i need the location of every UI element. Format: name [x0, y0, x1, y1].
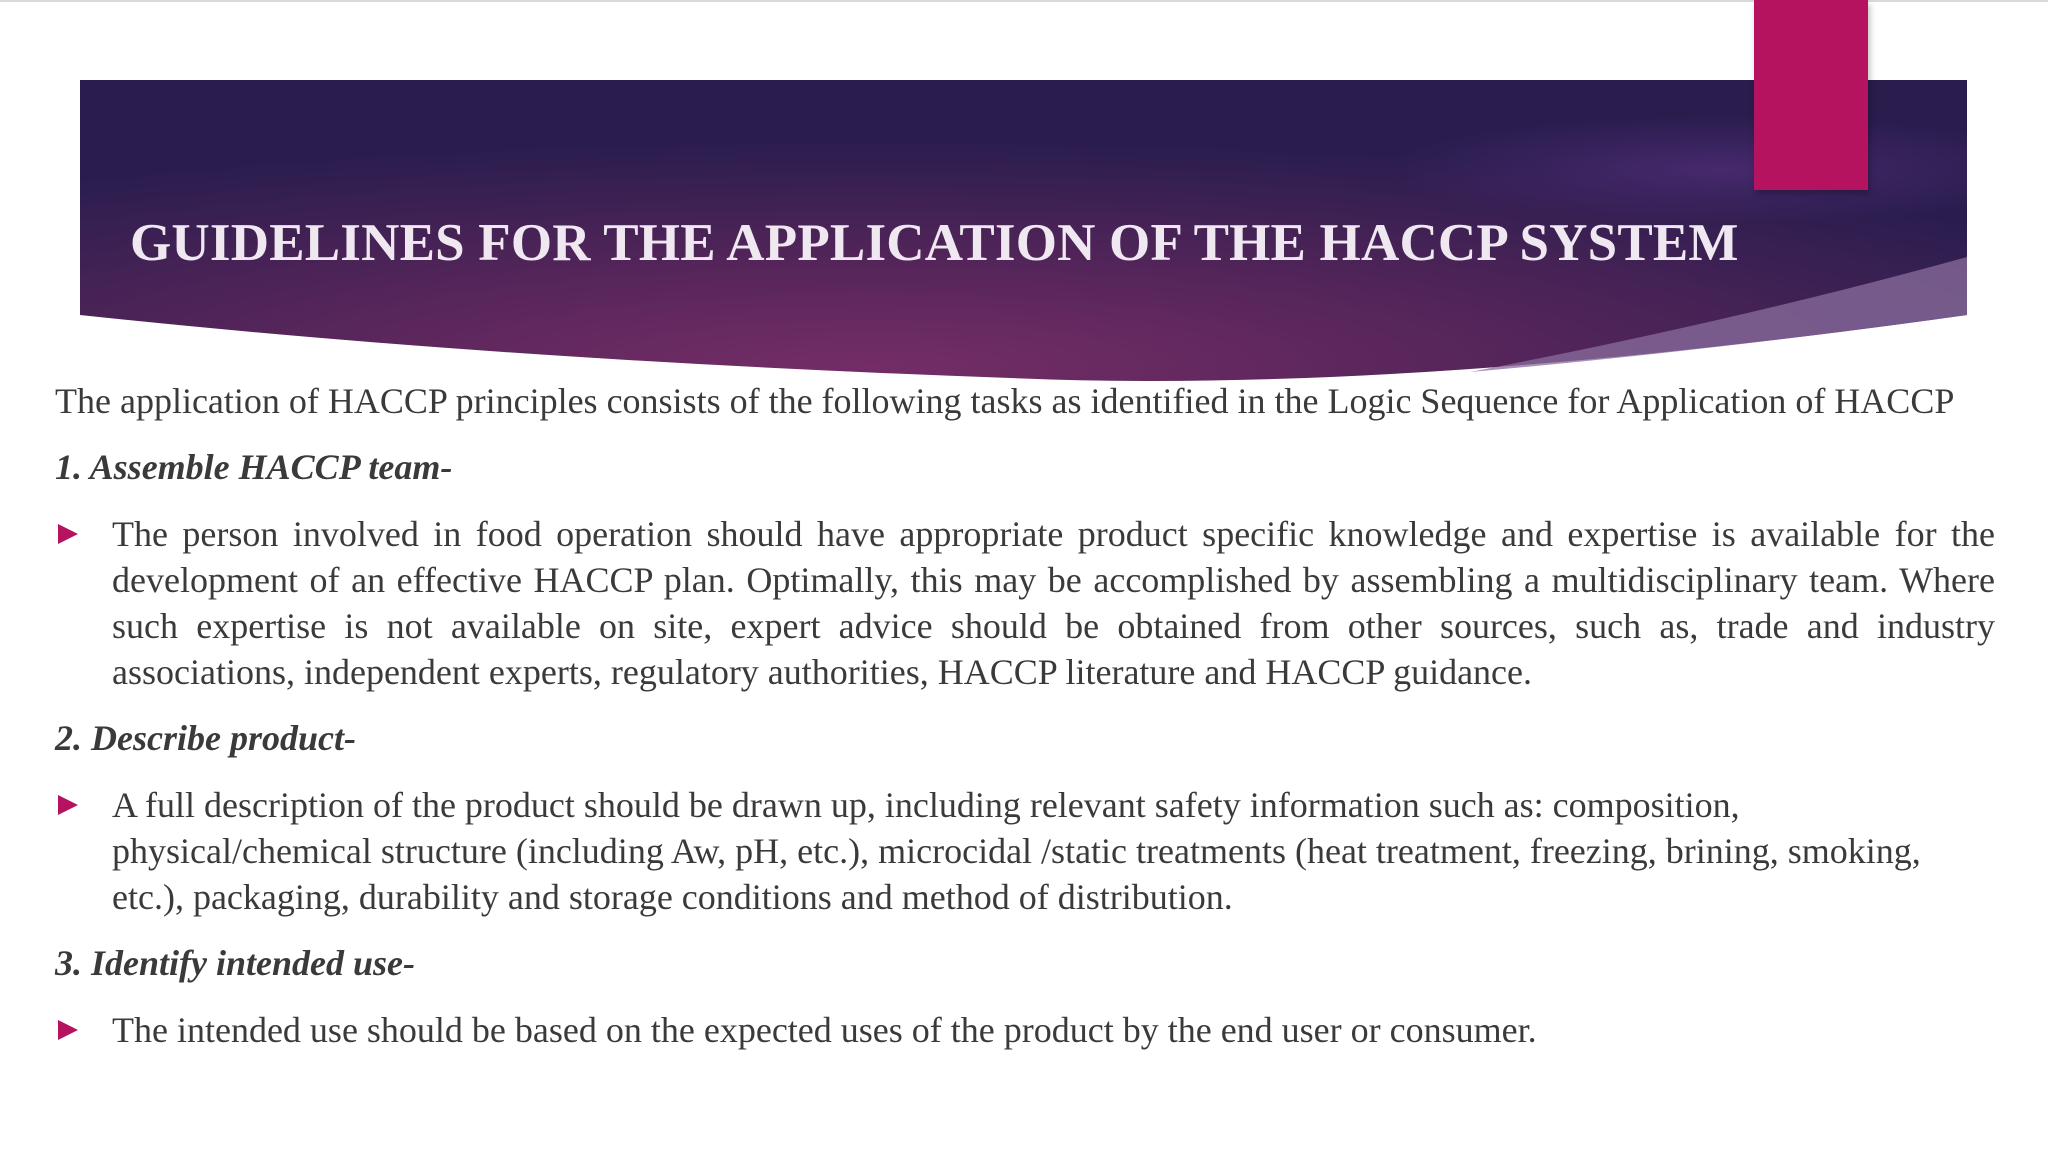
bullet-text: A full description of the product should be drawn up, including relevant safety information such as: composition, physical/chemical structure (including Aw, pH, etc.), microcidal /static treatments (heat treatment, freezing, brining, smoking, etc.), packaging, durability and storage conditions and method of distribution.: [112, 785, 1921, 917]
title-banner: [0, 0, 2048, 400]
section-heading-assemble-team: 1. Assemble HACCP team-: [55, 447, 453, 487]
slide-content: [55, 378, 1995, 1053]
accent-tab: [1754, 0, 1868, 190]
bullet-item-intended-use: [55, 1007, 1995, 1053]
bullet-text: The person involved in food operation should have appropriate product specific knowledge and expertise is available for the development of an effective HACCP plan. Optimally, this may be accomplished by assembling a multidisciplinary team. Where such expertise is not available on site, expert advice should be obtained from other sources, such as, trade and industry associations, independent experts, regulatory authorities, HACCP literature and HACCP guidance.: [112, 514, 1995, 692]
section-heading-describe-product: 2. Describe product-: [55, 718, 356, 758]
bullet-text: The intended use should be based on the expected uses of the product by the end user or consumer.: [112, 1010, 1537, 1050]
triangle-right-icon: [58, 524, 78, 544]
bullet-item-assemble-team: [55, 511, 1995, 695]
slide-title: GUIDELINES FOR THE APPLICATION OF THE HACCP SYSTEM: [130, 214, 1739, 272]
section-heading-intended-use: 3. Identify intended use-: [55, 943, 415, 983]
triangle-right-icon: [58, 795, 78, 815]
triangle-right-icon: [58, 1020, 78, 1040]
intro-paragraph: The application of HACCP principles consists of the following tasks as identified in the Logic Sequence for Application of HACCP: [55, 381, 1955, 421]
bullet-item-describe-product: [55, 782, 1995, 920]
